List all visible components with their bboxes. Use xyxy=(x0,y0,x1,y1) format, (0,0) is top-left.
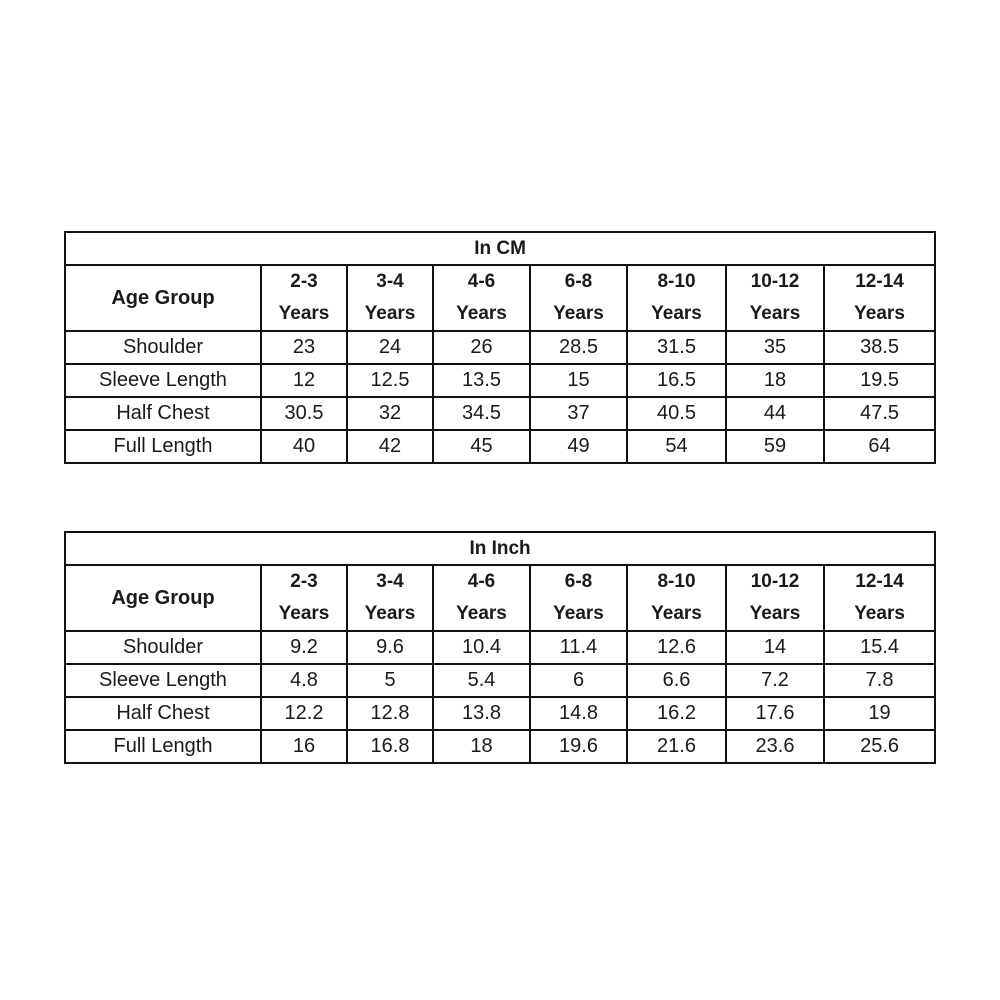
table-cell: 6 xyxy=(530,664,627,697)
table-cell: 12 xyxy=(261,364,347,397)
age-range: 3-4 xyxy=(376,271,404,292)
table-cell: 11.4 xyxy=(530,631,627,664)
header-row xyxy=(65,565,935,631)
row-label: Sleeve Length xyxy=(65,364,261,397)
table-row xyxy=(65,364,935,397)
age-range: 4-6 xyxy=(467,571,496,592)
table-cell: 45 xyxy=(433,430,530,463)
table-cell: 18 xyxy=(433,730,530,763)
table-cell: 31.5 xyxy=(627,331,726,364)
age-unit: Years xyxy=(456,603,507,624)
age-range: 6-8 xyxy=(564,271,593,292)
column-header xyxy=(261,265,347,331)
table-cell: 10.4 xyxy=(433,631,530,664)
table-cell: 13.8 xyxy=(433,697,530,730)
table-cell: 14.8 xyxy=(530,697,627,730)
table-row xyxy=(65,631,935,664)
table-cell: 40.5 xyxy=(627,397,726,430)
table-cell: 40 xyxy=(261,430,347,463)
table-cell: 23.6 xyxy=(726,730,824,763)
table-cell: 14 xyxy=(726,631,824,664)
table-row xyxy=(65,697,935,730)
table-cell: 7.8 xyxy=(824,664,935,697)
table-cell: 4.8 xyxy=(261,664,347,697)
size-table-inch xyxy=(64,531,936,764)
table-cell: 5.4 xyxy=(433,664,530,697)
row-label: Half Chest xyxy=(65,397,261,430)
table-cell: 23 xyxy=(261,331,347,364)
table-cell: 13.5 xyxy=(433,364,530,397)
age-unit: Years xyxy=(364,603,416,624)
column-header xyxy=(261,565,347,631)
column-header xyxy=(530,265,627,331)
column-header xyxy=(726,565,824,631)
table-cell: 12.6 xyxy=(627,631,726,664)
age-range: 6-8 xyxy=(564,571,593,592)
table-row xyxy=(65,397,935,430)
header-row xyxy=(65,265,935,331)
age-range: 12-14 xyxy=(855,571,904,592)
age-range: 3-4 xyxy=(376,571,404,592)
age-range: 10-12 xyxy=(750,571,800,592)
table-cell: 30.5 xyxy=(261,397,347,430)
table-cell: 21.6 xyxy=(627,730,726,763)
table-cell: 35 xyxy=(726,331,824,364)
age-unit: Years xyxy=(278,603,330,624)
table-cell: 24 xyxy=(347,331,433,364)
column-header xyxy=(347,565,433,631)
table-cell: 15.4 xyxy=(824,631,935,664)
age-range: 2-3 xyxy=(290,571,318,592)
age-unit: Years xyxy=(553,303,604,324)
row-label: Shoulder xyxy=(65,331,261,364)
table-cell: 15 xyxy=(530,364,627,397)
column-header xyxy=(726,265,824,331)
table-cell: 12.2 xyxy=(261,697,347,730)
table-cell: 16.2 xyxy=(627,697,726,730)
row-label: Half Chest xyxy=(65,697,261,730)
age-unit: Years xyxy=(456,303,507,324)
age-range: 8-10 xyxy=(657,271,696,292)
table-cell: 38.5 xyxy=(824,331,935,364)
table-cell: 9.6 xyxy=(347,631,433,664)
age-unit: Years xyxy=(749,603,801,624)
age-range: 12-14 xyxy=(855,271,904,292)
table-row xyxy=(65,730,935,763)
table-title: In Inch xyxy=(65,532,935,565)
table-cell: 49 xyxy=(530,430,627,463)
table-cell: 54 xyxy=(627,430,726,463)
age-unit: Years xyxy=(553,603,604,624)
row-label: Full Length xyxy=(65,730,261,763)
table-cell: 64 xyxy=(824,430,935,463)
age-unit: Years xyxy=(364,303,416,324)
row-label: Shoulder xyxy=(65,631,261,664)
row-label: Sleeve Length xyxy=(65,664,261,697)
column-header xyxy=(347,265,433,331)
column-header xyxy=(824,265,935,331)
table-cell: 9.2 xyxy=(261,631,347,664)
age-group-header: Age Group xyxy=(65,265,261,331)
table-cell: 16.5 xyxy=(627,364,726,397)
table-cell: 17.6 xyxy=(726,697,824,730)
age-range: 4-6 xyxy=(467,271,496,292)
age-unit: Years xyxy=(651,303,702,324)
table-row xyxy=(65,430,935,463)
table-cell: 12.5 xyxy=(347,364,433,397)
size-table-cm xyxy=(64,231,936,464)
table-cell: 47.5 xyxy=(824,397,935,430)
column-header xyxy=(627,265,726,331)
age-range: 8-10 xyxy=(657,571,696,592)
age-unit: Years xyxy=(854,603,905,624)
age-group-header: Age Group xyxy=(65,565,261,631)
table-cell: 16 xyxy=(261,730,347,763)
column-header xyxy=(824,565,935,631)
column-header xyxy=(627,565,726,631)
age-range: 2-3 xyxy=(290,271,318,292)
table-cell: 44 xyxy=(726,397,824,430)
age-unit: Years xyxy=(854,303,905,324)
row-label: Full Length xyxy=(65,430,261,463)
table-cell: 34.5 xyxy=(433,397,530,430)
table-title: In CM xyxy=(65,232,935,265)
table-cell: 18 xyxy=(726,364,824,397)
table-row xyxy=(65,331,935,364)
table-cell: 16.8 xyxy=(347,730,433,763)
table-cell: 7.2 xyxy=(726,664,824,697)
table-cell: 25.6 xyxy=(824,730,935,763)
table-cell: 37 xyxy=(530,397,627,430)
table-cell: 19.5 xyxy=(824,364,935,397)
age-unit: Years xyxy=(651,603,702,624)
table-cell: 32 xyxy=(347,397,433,430)
table-cell: 59 xyxy=(726,430,824,463)
table-cell: 5 xyxy=(347,664,433,697)
age-range: 10-12 xyxy=(750,271,800,292)
table-cell: 26 xyxy=(433,331,530,364)
table-cell: 12.8 xyxy=(347,697,433,730)
column-header xyxy=(530,565,627,631)
table-row xyxy=(65,664,935,697)
column-header xyxy=(433,565,530,631)
table-cell: 42 xyxy=(347,430,433,463)
table-cell: 6.6 xyxy=(627,664,726,697)
age-unit: Years xyxy=(278,303,330,324)
age-unit: Years xyxy=(749,303,801,324)
table-cell: 19 xyxy=(824,697,935,730)
table-cell: 28.5 xyxy=(530,331,627,364)
column-header xyxy=(433,265,530,331)
table-cell: 19.6 xyxy=(530,730,627,763)
